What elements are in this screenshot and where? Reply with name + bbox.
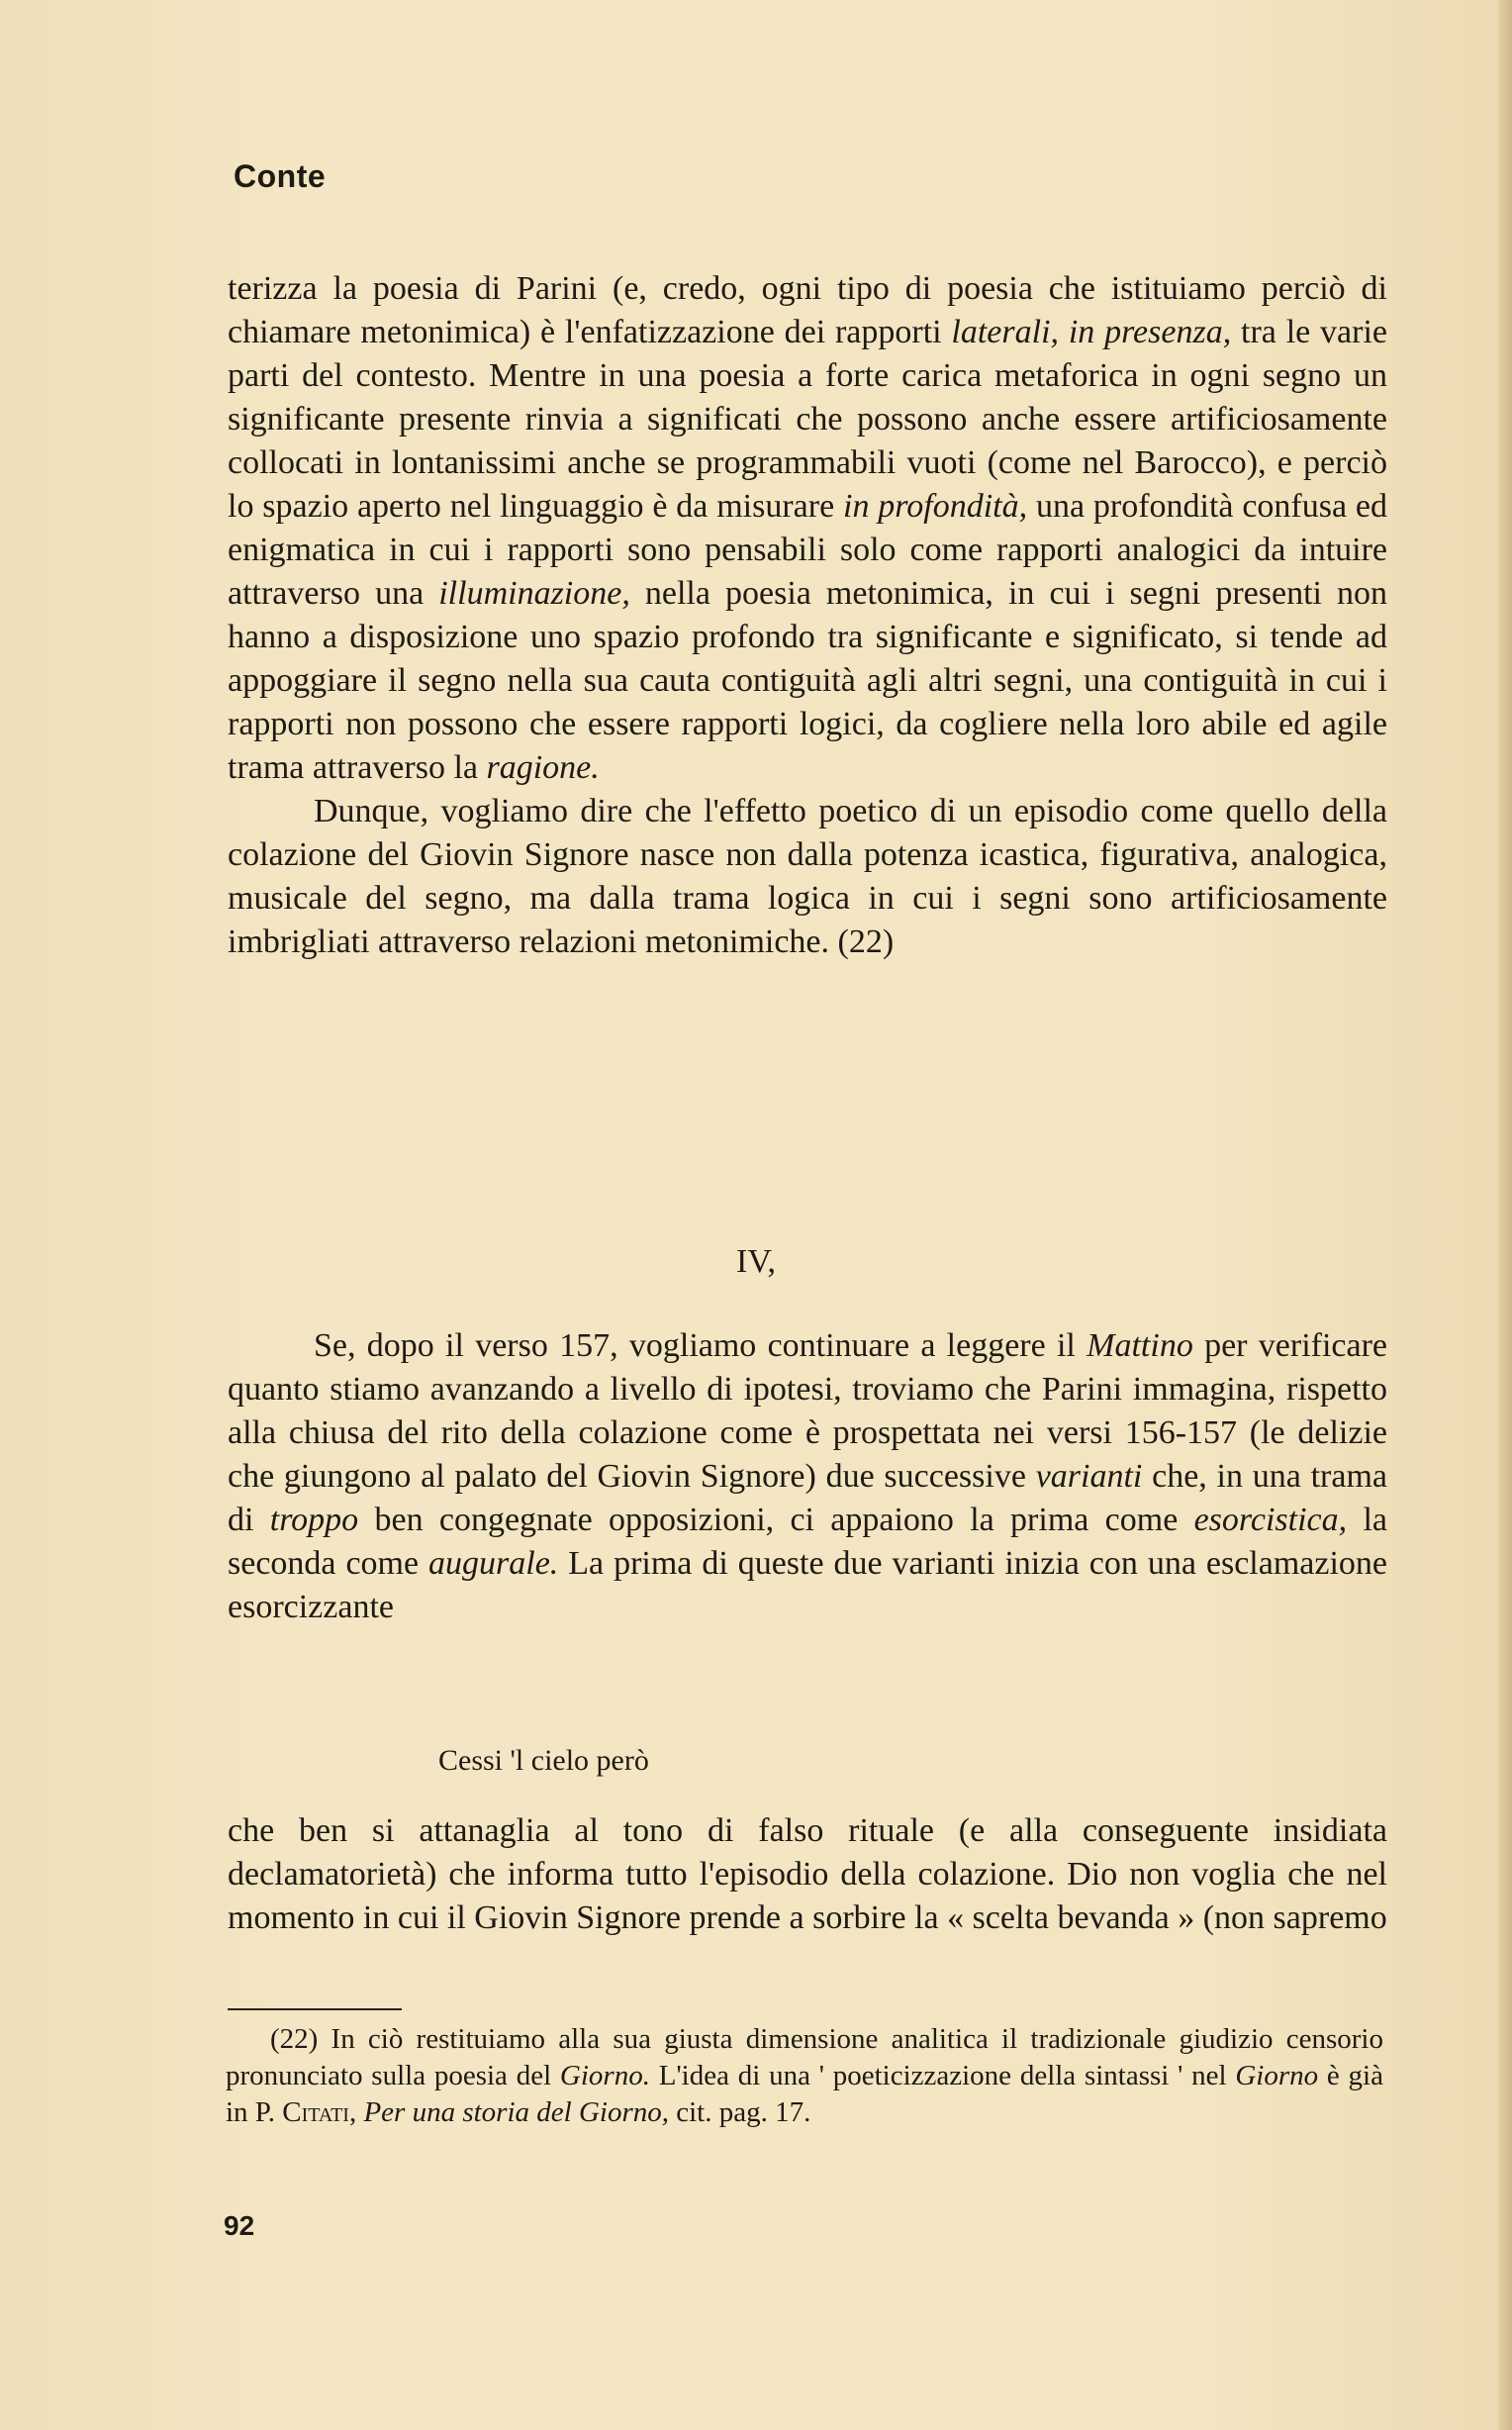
footnote-rule [228, 2008, 402, 2010]
body-text-upper [228, 267, 1387, 964]
footnote-22: (22) In ciò restituiamo alla sua giusta dimensione analitica il tradizionale giudizio censorio pronunciato sulla poesia del Giorno. L'idea di una ' poeticizzazione della sintassi ' nel Giorno è già in P. Citati, Per una storia del Giorno, cit. pag. 17. [226, 2023, 1383, 2128]
body-text-lower [228, 1809, 1387, 1940]
paragraph-1: terizza la poesia di Parini (e, credo, ogni tipo di poesia che istituiamo perciò di chiamare metonimica) è l'enfatizzazione dei rapporti laterali, in presenza, tra le varie parti del contesto. Mentre in una poesia a forte carica metaforica in ogni segno un significante presente rinvia a significati che possono anche essere artificiosamente collocati in lontanissimi anche se programmabili vuoti (come nel Barocco), e perciò lo spazio aperto nel linguaggio è da misurare in profondità, una profondità confusa ed enigmatica in cui i rapporti sono pensabili solo come rapporti analogici da intuire attraverso una illuminazione, nella poesia metonimica, in cui i segni presenti non hanno a disposizione uno spazio profondo tra significante e significato, si tende ad appoggiare il segno nella sua cauta contiguità agli altri segni, una contiguità in cui i rapporti non possono che essere rapporti logici, da cogliere nella loro abile ed agile trama attraverso la ragione. [228, 270, 1388, 786]
paragraph-4: che ben si attanaglia al tono di falso rituale (e alla conseguente insidiata declamatorietà) che informa tutto l'episodio della colazione. Dio non voglia che nel momento in cui il Giovin Signore prende a sorbire la « scelta bevanda » (non sapremo [228, 1812, 1387, 1936]
footnote-author: Citati, [282, 2096, 357, 2128]
verse-quotation: Cessi 'l cielo però [438, 1744, 649, 1777]
paragraph-3: Se, dopo il verso 157, vogliamo continuare a leggere il Mattino per verificare quanto stiamo avanzando a livello di ipotesi, troviamo che Parini immagina, rispetto alla chiusa del rito della colazione come è prospettata nei versi 156-157 (le delizie che giungono al palato del Giovin Signore) due successive varianti che, in una trama di troppo ben congegnate opposizioni, ci appaiono la prima come esorcistica, la seconda come augurale. La prima di queste due varianti inizia con una esclamazione esorcizzante [228, 1327, 1387, 1625]
body-text-section-iv [228, 1324, 1387, 1629]
page-number: 92 [224, 2210, 255, 2241]
section-heading: IV, [736, 1243, 776, 1280]
running-header: Conte [234, 158, 327, 194]
page-edge [1498, 0, 1512, 2430]
paragraph-2: Dunque, vogliamo dire che l'effetto poetico di un episodio come quello della colazione del Giovin Signore nasce non dalla potenza icastica, figurativa, analogica, musicale del segno, ma dalla trama logica in cui i segni sono artificiosamente imbrigliati attraverso relazioni metonimiche. (22) [228, 793, 1387, 960]
